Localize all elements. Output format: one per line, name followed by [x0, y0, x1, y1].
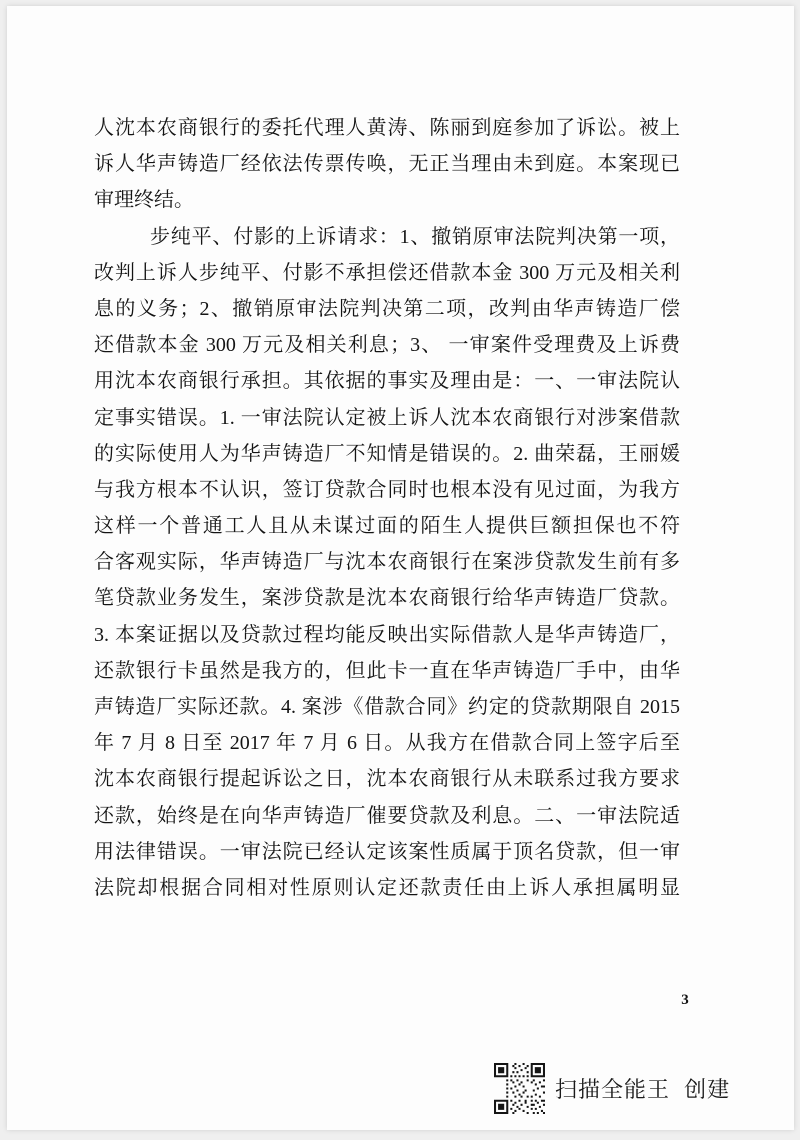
scanner-watermark [494, 1062, 730, 1114]
text-line: 年 7 月 8 日至 2017 年 7 月 6 日。从我方在借款合同上签字后至 [94, 732, 680, 755]
text-line: 这样一个普通工人且从未谋过面的陌生人提供巨额担保也不符 [94, 515, 680, 538]
text-line: 还款，始终是在向华声铸造厂催要贷款及利息。二、一审法院适 [94, 804, 680, 827]
text-line: 合客观实际，华声铸造厂与沈本农商银行在案涉贷款发生前有多 [94, 551, 680, 574]
text-line: 还款银行卡虽然是我方的，但此卡一直在华声铸造厂手中，由华 [94, 659, 680, 682]
document-body-text [94, 110, 680, 906]
text-line: 用沈本农商银行承担。其依据的事实及理由是：一、一审法院认 [94, 370, 680, 393]
text-line: 沈本农商银行提起诉讼之日，沈本农商银行从未联系过我方要求 [94, 768, 680, 791]
text-line: 声铸造厂实际还款。4. 案涉《借款合同》约定的贷款期限自 2015 [94, 696, 680, 718]
text-line: 用法律错误。一审法院已经认定该案性质属于顶名贷款，但一审 [94, 840, 680, 863]
page-number: 3 [681, 992, 689, 1008]
text-line: 息的义务；2、撤销原审法院判决第二项，改判由华声铸造厂偿 [94, 297, 680, 320]
text-line: 笔贷款业务发生，案涉贷款是沈本农商银行给华声铸造厂贷款。 [94, 587, 680, 610]
text-line: 诉人华声铸造厂经依法传票传唤，无正当理由未到庭。本案现已 [94, 153, 680, 176]
text-line: 定事实错误。1. 一审法院认定被上诉人沈本农商银行对涉案借款 [94, 406, 680, 429]
text-line: 与我方根本不认识，签订贷款合同时也根本没有见过面，为我方 [94, 478, 680, 501]
text-line: 法院却根据合同相对性原则认定还款责任由上诉人承担属明显 [94, 876, 680, 899]
text-line: 改判上诉人步纯平、付影不承担偿还借款本金 300 万元及相关利 [94, 261, 680, 284]
text-line: 步纯平、付影的上诉请求：1、撤销原审法院判决第一项， [150, 225, 680, 248]
text-line: 审理终结。 [94, 189, 194, 212]
text-line: 的实际使用人为华声铸造厂不知情是错误的。2. 曲荣磊，王丽媛 [94, 442, 680, 465]
text-line: 人沈本农商银行的委托代理人黄涛、陈丽到庭参加了诉讼。被上 [94, 117, 680, 139]
text-line: 还借款本金 300 万元及相关利息；3、 一审案件受理费及上诉费 [94, 334, 680, 357]
watermark-label: 扫描全能王 创建 [555, 1076, 731, 1102]
qr-code-icon [494, 1063, 545, 1114]
text-line: 3. 本案证据以及贷款过程均能反映出实际借款人是华声铸造厂， [94, 623, 680, 646]
document-page [7, 6, 794, 1130]
